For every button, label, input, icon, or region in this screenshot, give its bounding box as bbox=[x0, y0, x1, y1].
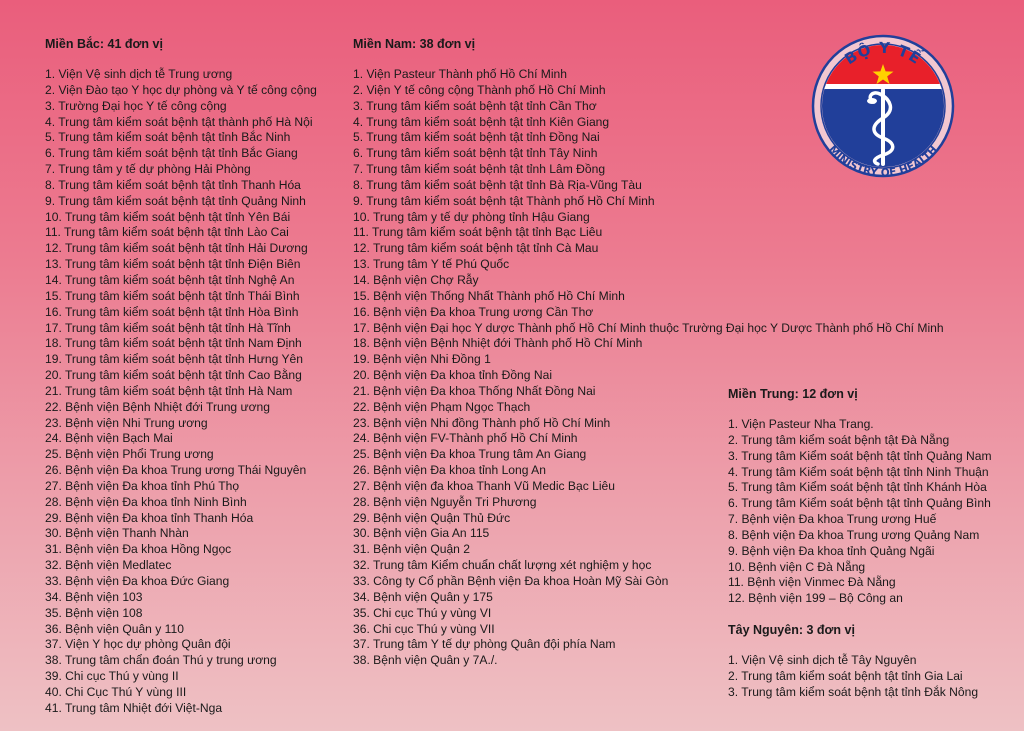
region-tay-nguyen bbox=[728, 622, 978, 701]
list-item: 36. Bệnh viện Quân y 110 bbox=[45, 621, 184, 636]
list-item: 3. Trường Đại học Y tế công cộng bbox=[45, 98, 227, 113]
list-item: 31. Bệnh viện Quận 2 bbox=[353, 542, 470, 557]
list-item: 18. Bệnh viện Bệnh Nhiệt đới Thành phố Hồ Chí Minh bbox=[353, 336, 643, 351]
list-item: 30. Bệnh viện Gia An 115 bbox=[353, 526, 490, 541]
list-item: 26. Bệnh viện Đa khoa Trung ương Thái Nguyên bbox=[45, 463, 307, 478]
list-item: 31. Bệnh viện Đa khoa Hồng Ngọc bbox=[45, 542, 232, 557]
list-item: 38. Bệnh viện Quân y 7A./. bbox=[353, 653, 498, 668]
list-item: 7. Bệnh viện Đa khoa Trung ương Huế bbox=[728, 512, 937, 527]
unit-list bbox=[728, 417, 992, 607]
list-item: 25. Bệnh viện Đa khoa Trung tâm An Giang bbox=[353, 447, 587, 462]
unit-list bbox=[45, 67, 317, 717]
list-item: 30. Bệnh viện Thanh Nhàn bbox=[45, 526, 189, 541]
list-item: 2. Trung tâm kiểm soát bệnh tật Đà Nẵng bbox=[728, 432, 950, 447]
list-item: 13. Trung tâm kiểm soát bệnh tật tỉnh Điện Biên bbox=[45, 257, 301, 272]
list-item: 17. Trung tâm kiểm soát bệnh tật tỉnh Hà Tĩnh bbox=[45, 320, 291, 335]
list-item: 34. Bệnh viện 103 bbox=[45, 589, 143, 604]
list-item: 11. Trung tâm kiểm soát bệnh tật tỉnh Bạc Liêu bbox=[353, 225, 603, 240]
list-item: 23. Bệnh viện Nhi đồng Thành phố Hồ Chí Minh bbox=[353, 415, 611, 430]
list-item: 15. Trung tâm kiểm soát bệnh tật tỉnh Thái Bình bbox=[45, 288, 300, 303]
list-item: 4. Trung tâm kiểm soát bệnh tật tỉnh Kiên Giang bbox=[353, 114, 610, 129]
list-item: 12. Trung tâm kiểm soát bệnh tật tỉnh Hải Dương bbox=[45, 241, 308, 256]
list-item: 34. Bệnh viện Quân y 175 bbox=[353, 589, 493, 604]
list-item: 12. Trung tâm kiểm soát bệnh tật tỉnh Cà Mau bbox=[353, 241, 599, 256]
list-item: 28. Bệnh viện Đa khoa tỉnh Ninh Bình bbox=[45, 494, 247, 509]
logo-bottom-text: MINISTRY OF HEALTH bbox=[825, 143, 941, 180]
list-item: 2. Viện Đào tạo Y học dự phòng và Y tế công cộng bbox=[45, 82, 317, 97]
list-item: 5. Trung tâm Kiểm soát bệnh tật tỉnh Khánh Hòa bbox=[728, 480, 987, 495]
list-item: 1. Viện Vệ sinh dịch tễ Trung ương bbox=[45, 67, 233, 81]
list-item: 41. Trung tâm Nhiệt đới Việt-Nga bbox=[45, 700, 223, 715]
list-item: 7. Trung tâm y tế dự phòng Hải Phòng bbox=[45, 162, 251, 177]
list-item: 26. Bệnh viện Đa khoa tỉnh Long An bbox=[353, 463, 546, 478]
list-item: 10. Trung tâm y tế dự phòng tỉnh Hậu Giang bbox=[353, 209, 590, 224]
list-item: 24. Bệnh viện Bạch Mai bbox=[45, 431, 173, 446]
list-item: 12. Bệnh viện 199 – Bộ Công an bbox=[728, 591, 903, 606]
list-item: 37. Viện Y học dự phòng Quân đội bbox=[45, 637, 231, 652]
list-item: 27. Bệnh viện đa khoa Thanh Vũ Medic Bạc Liêu bbox=[353, 478, 615, 493]
list-item: 22. Bệnh viện Bệnh Nhiệt đới Trung ương bbox=[45, 399, 270, 414]
list-item: 11. Bệnh viện Vinmec Đà Nẵng bbox=[728, 575, 896, 590]
list-item: 16. Bệnh viện Đa khoa Trung ương Cần Thơ bbox=[353, 304, 594, 319]
list-item: 10. Bệnh viện C Đà Nẵng bbox=[728, 559, 866, 574]
list-item: 3. Trung tâm kiểm soát bệnh tật tỉnh Đắk Nông bbox=[728, 684, 979, 699]
list-item: 8. Bệnh viện Đa khoa Trung ương Quảng Nam bbox=[728, 527, 980, 542]
list-item: 2. Viện Y tế công cộng Thành phố Hồ Chí Minh bbox=[353, 82, 606, 97]
list-item: 24. Bệnh viện FV-Thành phố Hồ Chí Minh bbox=[353, 431, 578, 446]
list-item: 14. Bệnh viện Chợ Rẫy bbox=[353, 272, 479, 287]
region-heading: Miền Trung: 12 đơn vị bbox=[728, 387, 858, 401]
list-item: 3. Trung tâm kiểm soát bệnh tật tỉnh Cần Thơ bbox=[353, 98, 597, 113]
logo-top-text: BỘ Y TẾ bbox=[841, 38, 925, 69]
list-item: 32. Bệnh viện Medlatec bbox=[45, 558, 172, 573]
list-item: 2. Trung tâm kiểm soát bệnh tật tỉnh Gia Lai bbox=[728, 668, 963, 683]
list-item: 4. Trung tâm Kiểm soát bệnh tật tỉnh Ninh Thuận bbox=[728, 464, 989, 479]
list-item: 33. Công ty Cổ phần Bệnh viện Đa khoa Hoàn Mỹ Sài Gòn bbox=[353, 574, 669, 588]
list-item: 16. Trung tâm kiểm soát bệnh tật tỉnh Hòa Bình bbox=[45, 304, 299, 319]
list-item: 20. Bệnh viện Đa khoa tỉnh Đồng Nai bbox=[353, 368, 553, 383]
list-item: 35. Bệnh viện 108 bbox=[45, 605, 143, 620]
list-item: 27. Bệnh viện Đa khoa tỉnh Phú Thọ bbox=[45, 478, 240, 493]
list-item: 1. Viện Vệ sinh dịch tễ Tây Nguyên bbox=[728, 653, 917, 667]
list-item: 1. Viện Pasteur Thành phố Hồ Chí Minh bbox=[353, 67, 568, 81]
unit-list bbox=[728, 653, 978, 701]
region-heading: Tây Nguyên: 3 đơn vị bbox=[728, 623, 855, 637]
list-item: 20. Trung tâm kiểm soát bệnh tật tỉnh Cao Bằng bbox=[45, 368, 302, 383]
list-item: 4. Trung tâm kiểm soát bệnh tật thành phố Hà Nội bbox=[45, 114, 313, 129]
list-item: 6. Trung tâm kiểm soát bệnh tật tỉnh Tây Ninh bbox=[353, 146, 598, 161]
list-item: 10. Trung tâm kiểm soát bệnh tật tỉnh Yên Bái bbox=[45, 209, 291, 224]
list-item: 21. Bệnh viện Đa khoa Thống Nhất Đồng Nai bbox=[353, 383, 596, 398]
list-item: 5. Trung tâm kiểm soát bệnh tật tỉnh Đồng Nai bbox=[353, 130, 600, 145]
list-item: 19. Trung tâm kiểm soát bệnh tật tỉnh Hưng Yên bbox=[45, 352, 303, 367]
list-item: 39. Chi cục Thú y vùng II bbox=[45, 669, 179, 684]
list-item: 36. Chi cục Thú y vùng VII bbox=[353, 621, 495, 636]
list-item: 9. Bệnh viện Đa khoa tỉnh Quảng Ngãi bbox=[728, 543, 935, 558]
list-item: 33. Bệnh viện Đa khoa Đức Giang bbox=[45, 574, 230, 588]
list-item: 18. Trung tâm kiểm soát bệnh tật tỉnh Nam Định bbox=[45, 336, 302, 351]
region-heading: Miền Nam: 38 đơn vị bbox=[353, 37, 476, 51]
list-item: 8. Trung tâm kiểm soát bệnh tật tỉnh Bà Rịa-Vũng Tàu bbox=[353, 177, 642, 192]
list-item: 13. Trung tâm Y tế Phú Quốc bbox=[353, 257, 510, 272]
list-item: 19. Bệnh viện Nhi Đồng 1 bbox=[353, 352, 491, 367]
list-item: 25. Bệnh viện Phổi Trung ương bbox=[45, 447, 214, 462]
list-item: 32. Trung tâm Kiểm chuẩn chất lượng xét nghiệm y học bbox=[353, 558, 652, 573]
region-mien-trung bbox=[728, 386, 992, 607]
list-item: 5. Trung tâm kiểm soát bệnh tật tỉnh Bắc Ninh bbox=[45, 130, 291, 145]
list-item: 29. Bệnh viện Đa khoa tỉnh Thanh Hóa bbox=[45, 510, 254, 525]
list-item: 1. Viện Pasteur Nha Trang. bbox=[728, 417, 874, 431]
ministry-of-health-logo bbox=[806, 24, 960, 188]
list-item: 6. Trung tâm Kiểm soát bệnh tật tỉnh Quảng Bình bbox=[728, 496, 991, 511]
list-item: 14. Trung tâm kiểm soát bệnh tật tỉnh Nghệ An bbox=[45, 272, 295, 287]
list-item: 17. Bệnh viện Đại học Y dược Thành phố Hồ Chí Minh thuộc Trường Đại học Y Dược Thành phố Hồ Chí Minh bbox=[353, 320, 944, 335]
list-item: 9. Trung tâm kiểm soát bệnh tật tỉnh Quảng Ninh bbox=[45, 193, 306, 208]
list-item: 37. Trung tâm Y tế dự phòng Quân đội phía Nam bbox=[353, 637, 616, 652]
list-item: 40. Chi Cục Thú Y vùng III bbox=[45, 684, 187, 699]
region-heading: Miền Bắc: 41 đơn vị bbox=[45, 37, 163, 51]
list-item: 7. Trung tâm kiểm soát bệnh tật tỉnh Lâm Đồng bbox=[353, 162, 606, 177]
list-item: 8. Trung tâm kiểm soát bệnh tật tỉnh Thanh Hóa bbox=[45, 177, 301, 192]
list-item: 15. Bệnh viện Thống Nhất Thành phố Hồ Chí Minh bbox=[353, 288, 625, 303]
list-item: 38. Trung tâm chẩn đoán Thú y trung ương bbox=[45, 653, 277, 668]
region-mien-bac bbox=[45, 36, 317, 717]
list-item: 3. Trung tâm Kiểm soát bệnh tật tỉnh Quảng Nam bbox=[728, 448, 992, 463]
list-item: 6. Trung tâm kiểm soát bệnh tật tỉnh Bắc Giang bbox=[45, 146, 298, 161]
list-item: 23. Bệnh viện Nhi Trung ương bbox=[45, 415, 208, 430]
list-item: 11. Trung tâm kiểm soát bệnh tật tỉnh Lào Cai bbox=[45, 225, 289, 240]
list-item: 35. Chi cục Thú y vùng VI bbox=[353, 605, 492, 620]
list-item: 21. Trung tâm kiểm soát bệnh tật tỉnh Hà Nam bbox=[45, 383, 293, 398]
list-item: 29. Bệnh viện Quận Thủ Đức bbox=[353, 510, 511, 525]
list-item: 22. Bệnh viện Phạm Ngọc Thạch bbox=[353, 399, 531, 414]
list-item: 28. Bệnh viện Nguyễn Tri Phương bbox=[353, 494, 537, 509]
list-item: 9. Trung tâm kiểm soát bệnh tật Thành phố Hồ Chí Minh bbox=[353, 193, 655, 208]
